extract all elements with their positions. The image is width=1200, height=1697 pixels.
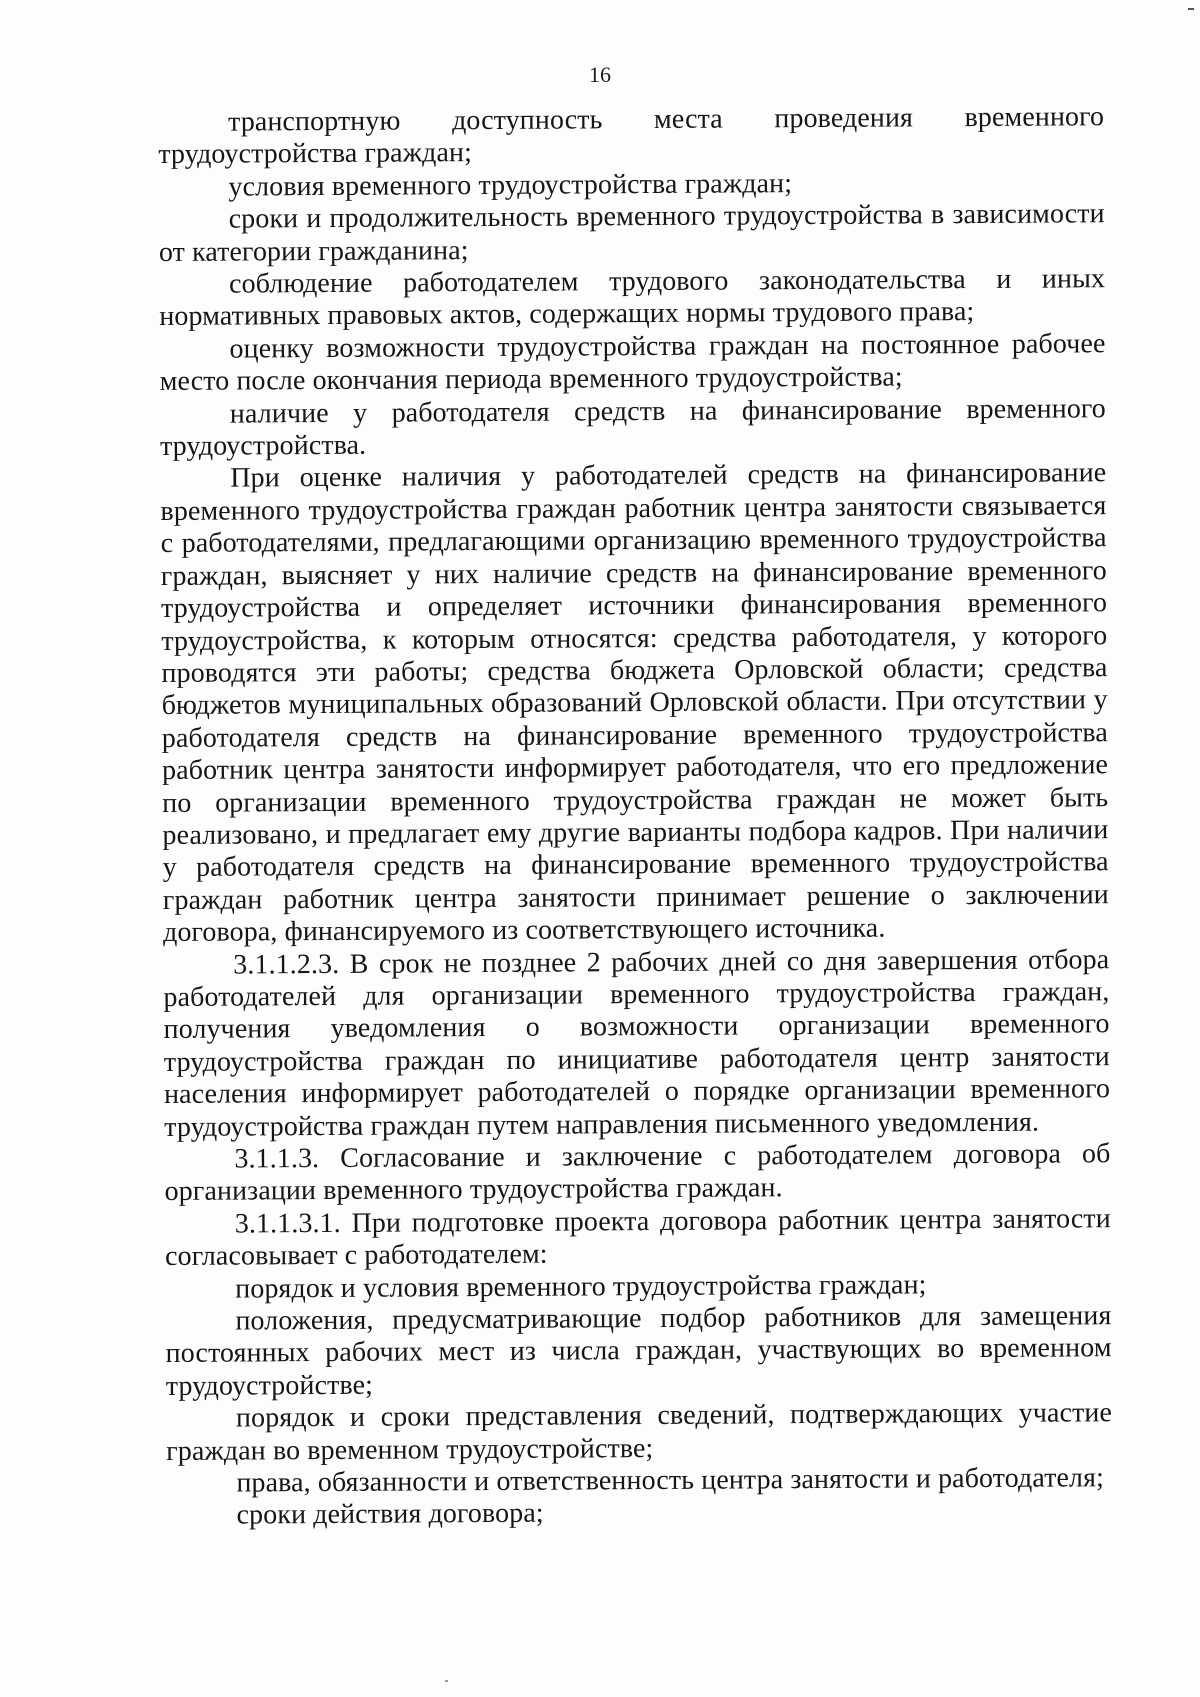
paragraph: 3.1.1.2.3. В срок не позднее 2 рабочих дней со дня завершения отбора работодателей для организации временного трудоустройства граждан, получения уведомления о возможности организации временного трудоустройства граждан по инициативе работодателя центр занятости населения информирует работодателей о порядке организации временного трудоустройства граждан путем направления письменного уведомления. <box>163 943 1111 1143</box>
paragraph: условия временного трудоустройства граждан; <box>228 167 793 203</box>
scan-mark <box>1188 8 1194 10</box>
paragraph: наличие у работодателя средств на финансирование временного трудоустройства. <box>159 392 1106 463</box>
document-body <box>158 101 1113 1533</box>
scan-speck <box>445 1680 448 1682</box>
paragraph: сроки и продолжительность временного трудоустройства в зависимости от категории гражданина; <box>158 198 1105 268</box>
paragraph: права, обязанности и ответственность центра занятости и работодателя; <box>236 1462 1105 1499</box>
paragraph: 3.1.1.3.1. При подготовке проекта договора работник центра занятости согласовывает с работодателем: <box>164 1203 1111 1273</box>
paragraph: положения, предусматривающие подбор работников для замещения постоянных рабочих мест из числа граждан, участвующих во временном трудоустройстве; <box>165 1300 1112 1402</box>
paragraph: При оценке наличия у работодателей средств на финансирование временного трудоустройства граждан работник центра занятости связывается с работодателями, предлагающими организацию временного трудоустройства граждан, выясняет у них наличие средств на финансирование временного трудоустройства и определяет источники финансирования временного трудоустройства, к которым относятся: средства работодателя, у которого проводятся эти работы; средства бюджета Орловской области; средства бюджетов муниципальных образований Орловской области. При отсутствии у работодателя средств на финансирование временного трудоустройства работник центра занятости информирует работодателя, что его предложение по организации временного трудоустройства граждан не может быть реализовано, и предлагает ему другие варианты подбора кадров. При наличии у работодателя средств на финансирование временного трудоустройства граждан работник центра занятости принимает решение о заключении договора, финансируемого из соответствующего источника. <box>160 457 1109 949</box>
page-number: 16 <box>589 62 611 87</box>
paragraph: 3.1.1.3. Согласование и заключение с работодателем договора об организации временного трудоустройства граждан. <box>164 1138 1111 1208</box>
paragraph: сроки действия договора; <box>236 1498 544 1532</box>
paragraph: порядок и сроки представления сведений, подтверждающих участие граждан во временном трудоустройстве; <box>166 1397 1113 1467</box>
paragraph: порядок и условия временного трудоустройства граждан; <box>235 1268 927 1305</box>
paragraph: соблюдение работодателем трудового законодательства и иных нормативных правовых актов, содержащих нормы трудового права; <box>159 263 1106 333</box>
paragraph: транспортную доступность места проведения временного трудоустройства граждан; <box>158 101 1105 171</box>
paragraph: оценку возможности трудоустройства граждан на постоянное рабочее место после окончания периода временного трудоустройства; <box>159 328 1106 398</box>
